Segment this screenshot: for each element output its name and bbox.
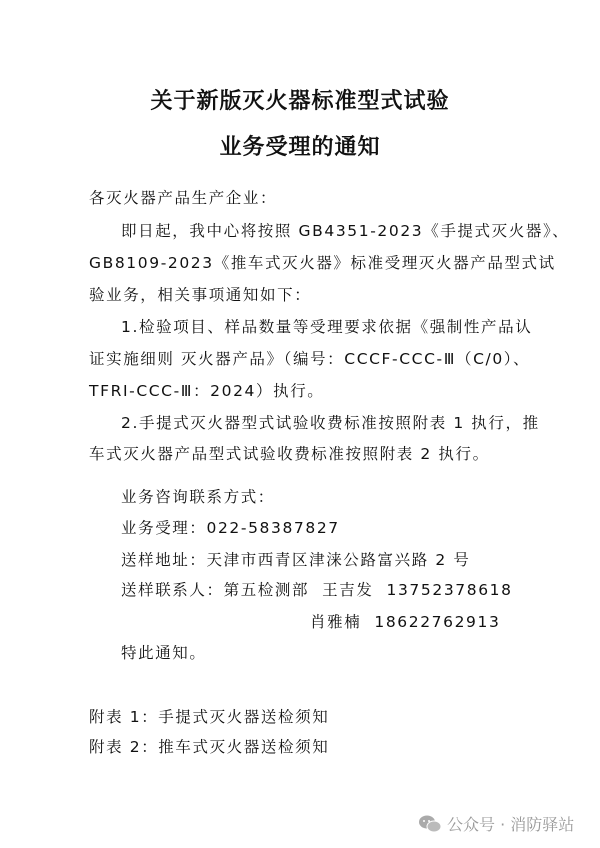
paragraph-line: 1.检验项目、样品数量等受理要求依据《强制性产品认 <box>121 318 533 336</box>
sample-address: 送样地址：天津市西青区津涞公路富兴路 2 号 <box>121 551 471 569</box>
document-title-line1: 关于新版灭火器标准型式试验 <box>150 88 450 114</box>
sample-contact-1: 送样联系人：第五检测部 王吉发 13752378618 <box>121 581 513 599</box>
paragraph-line: 证实施细则 灭火器产品》（编号：CCCF-CCC-Ⅲ（C/0）、 <box>89 350 531 368</box>
paragraph-line: 车式灭火器产品型式试验收费标准按照附表 2 执行。 <box>89 445 490 463</box>
paragraph-line: 2.手提式灭火器型式试验收费标准按照附表 1 执行，推 <box>121 414 540 432</box>
paragraph-line: GB8109-2023《推车式灭火器》标准受理灭火器产品型式试 <box>89 254 556 272</box>
watermark <box>418 812 574 835</box>
wechat-icon <box>418 814 442 834</box>
salutation: 各灭火器产品生产企业： <box>89 189 278 207</box>
attachment-1: 附表 1：手提式灭火器送检须知 <box>89 708 330 726</box>
contact-heading: 业务咨询联系方式： <box>121 488 275 506</box>
paragraph-line: 验业务，相关事项通知如下： <box>89 286 312 304</box>
watermark-text: 公众号 · 消防驿站 <box>447 815 575 834</box>
document-title-line2: 业务受理的通知 <box>219 134 381 160</box>
paragraph-line: 即日起，我中心将按照 GB4351-2023《手提式灭火器》、 <box>121 222 570 240</box>
closing: 特此通知。 <box>121 644 207 662</box>
business-phone: 业务受理：022-58387827 <box>121 519 340 537</box>
paragraph-line: TFRI-CCC-Ⅲ：2024）执行。 <box>89 382 325 400</box>
attachment-2: 附表 2：推车式灭火器送检须知 <box>89 738 330 756</box>
sample-contact-2: 肖雅楠 18622762913 <box>310 613 501 631</box>
